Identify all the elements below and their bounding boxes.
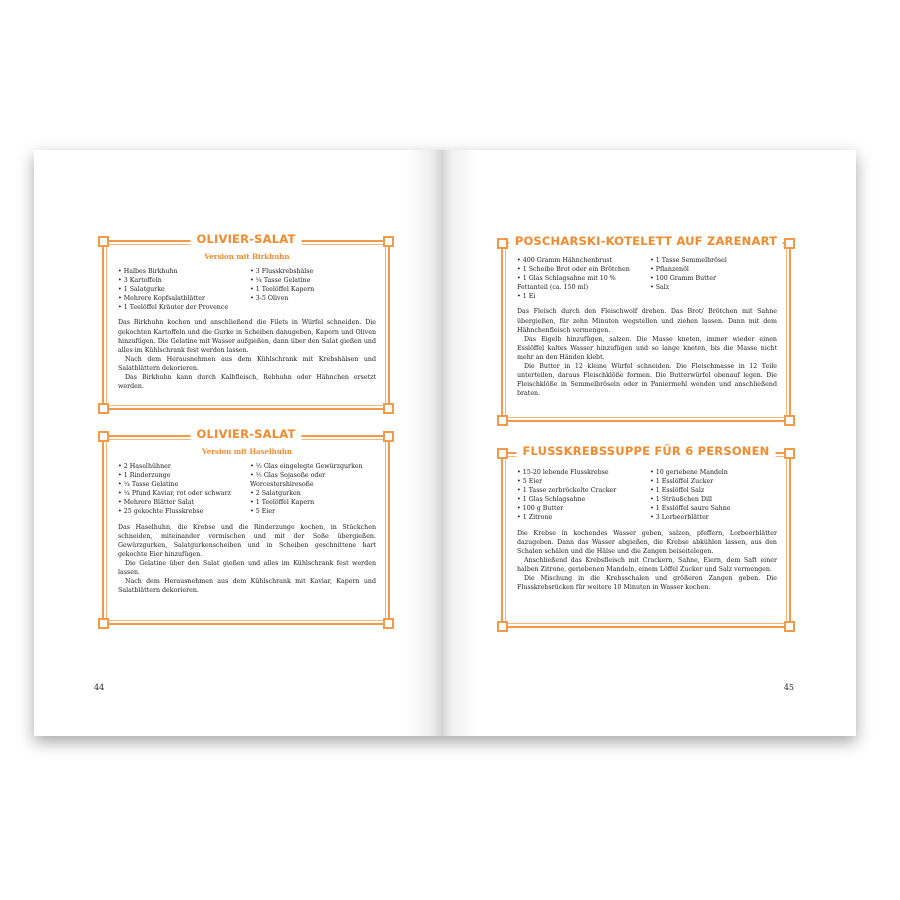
instruction-paragraph: Die Krebse in kochendes Wasser geben, salzen, pfeffern, Lorbeerblätter dazugeben. Dann das Wasser abgießen, die Krebse abkühlen lassen, aus den Schalen schälen und die Hälse und die Zangen beiseitelegen. <box>517 529 777 555</box>
ingredient-item: • 1 Esslöffel Zucker <box>650 477 777 486</box>
ingredients-list <box>517 468 777 523</box>
ingredient-item: • ¼ Tasse Gelatine <box>250 276 376 285</box>
ingredient-item: • 1 Tasse Semmelbrösel <box>650 256 777 265</box>
ingredient-item: • ½ Glas Sojasoße oder Worcestershiresoße <box>250 471 376 489</box>
recipe-card-olivier-birkhuhn <box>102 232 390 410</box>
left-page <box>34 150 441 736</box>
recipe-title: FLUSSKREBSSUPPE FÜR 6 PERSONEN <box>516 444 775 458</box>
ingredient-item: • 15-20 lebende Flusskrebse <box>517 468 644 477</box>
ingredient-item: • 25 gekochte Flusskrebse <box>118 507 244 516</box>
page-number: 44 <box>94 683 105 692</box>
recipe-instructions <box>517 307 777 398</box>
ingredient-item: • Mehrere Kopfsalatblätter <box>118 294 244 303</box>
ingredient-item: • 1 Tasse zerbröckelte Cracker <box>517 486 644 495</box>
recipe-card-poscharski-kotelett <box>501 234 791 422</box>
ingredient-item: • 10 geriebene Mandeln <box>650 468 777 477</box>
ingredient-item: • Halbes Birkhuhn <box>118 267 244 276</box>
ingredient-item: • ¼ Tasse Gelatine <box>118 480 244 489</box>
ingredient-item: • 1 Scheibe Brot oder ein Brötchen <box>517 265 644 274</box>
recipe-instructions <box>118 318 376 391</box>
ingredient-item: • 1 Salatgurke <box>118 285 244 294</box>
ingredient-item: • 1 Esslöffel saure Sahne <box>650 504 777 513</box>
open-book <box>34 150 856 736</box>
recipe-subtitle: Version mit Birkhuhn <box>204 252 290 261</box>
ingredient-item: • 5 Eier <box>517 477 644 486</box>
ingredient-item: • Salz <box>650 283 777 292</box>
instruction-paragraph: Das Birkhuhn kann durch Kalbfleisch, Rebhuhn oder Hähnchen ersetzt werden. <box>118 374 376 391</box>
ingredient-item: • Pflanzenöl <box>650 265 777 274</box>
ingredient-item: • 100 Gramm Butter <box>650 274 777 283</box>
instruction-paragraph: Nach dem Herausnehmen aus dem Kühlschrank mit Kaviar, Kapern und Salatblättern dekorieren. <box>118 578 376 595</box>
ingredient-item: • 2 Salatgurken <box>250 489 376 498</box>
ingredient-item: • 3-5 Oliven <box>250 294 376 303</box>
recipe-card-olivier-haselhuhn <box>102 427 390 625</box>
recipe-title: POSCHARSKI-KOTELETT AUF ZARENART <box>509 234 783 248</box>
ingredient-item: • 3 Lorbeerblätter <box>650 513 777 522</box>
ingredient-item: • 1 Teelöffel Kapern <box>250 285 376 294</box>
recipe-card-flusskrebssuppe <box>501 444 791 628</box>
instruction-paragraph: Die Butter in 12 kleine Würfel schneiden. Die Fleischmasse in 12 Teile unterteilen, daraus Fleischklöße formen. Die Butterwürfel obenauf legen. Die Fleischklöße in Semmelbröseln oder in Paniermehl wenden und anschließend braten. <box>517 363 777 398</box>
ingredients-list <box>118 462 376 517</box>
recipe-instructions <box>517 529 777 593</box>
ingredient-item: • 100 g Butter <box>517 504 644 513</box>
recipe-title: OLIVIER-SALAT <box>190 232 301 246</box>
ingredients-list <box>517 256 777 301</box>
ingredient-item: • Mehrere Blätter Salat <box>118 498 244 507</box>
instruction-paragraph: Nach dem Herausnehmen aus dem Kühlschrank mit Krebshälsen und Salatblättern dekorieren. <box>118 355 376 372</box>
ingredient-item: • 1 Esslöffel Salz <box>650 486 777 495</box>
instruction-paragraph: Das Eigelb hinzufügen, salzen. Die Masse kneten, immer wieder einen Esslöffel kaltes Wasser hinzufügen und so lange kneten, bis die Masse nicht mehr an den Händen klebt. <box>517 335 777 361</box>
ingredient-item: • 1 Glas Schlagsahne mit 10 % Fettanteil (ca. 150 ml) <box>517 274 644 292</box>
instruction-paragraph: Anschließend das Krebsfleisch mit Crackern, Sahne, Eiern, dem Saft einer halben Zitrone, geriebenen Mandeln, einem Löffel Zucker und Salz vermengen. <box>517 556 777 573</box>
instruction-paragraph: Das Birkhuhn kochen und anschließend die Filets in Würfel schneiden. Die gekochten Kartoffeln und die Gurke in Scheiben danugeben, Kapern und Oliven hinzufügen. Die Gelatine mit Wasser aufgießen, dann über den Salat gießen und alles im Kühlschrank fest werden lassen. <box>118 319 376 354</box>
ingredient-item: • 1 Teelöffel Kräuter der Provence <box>118 303 244 312</box>
ingredient-item: • 1 Ei <box>517 292 644 301</box>
instruction-paragraph: Die Gelatine über den Salat gießen und alles im Kühlschrank fest werden lassen. <box>118 559 376 577</box>
page-number: 45 <box>783 683 794 692</box>
recipe-instructions <box>118 523 376 596</box>
ingredient-item: • ¼ Pfund Kaviar, rot oder schwarz <box>118 489 244 498</box>
recipe-title: OLIVIER-SALAT <box>190 427 301 441</box>
ingredient-item: • 5 Eier <box>250 507 376 516</box>
ingredient-item: • 1 Teelöffel Kapern <box>250 498 376 507</box>
instruction-paragraph: Das Fleisch durch den Fleischwolf drehen. Das Brot/ Brötchen mit Sahne übergießen, für zehn Minuten wegstellen und ziehen lassen. Dann mit dem Hähnchenfleisch vermengen. <box>517 308 777 334</box>
instruction-paragraph: Die Mischung in die Krebsschalen und größeren Zangen geben. Die Flusskrebsrücken für weitere 10 Minuten in Wasser kochen. <box>517 575 777 592</box>
recipe-subtitle: Version mit Haselhuhn <box>201 447 293 456</box>
ingredient-item: • 1 Sträußchen Dill <box>650 495 777 504</box>
ingredient-item: • ½ Glas eingelegte Gewürzgurken <box>250 462 376 471</box>
ingredients-list <box>118 267 376 312</box>
ingredient-item: • 1 Zitrone <box>517 513 644 522</box>
instruction-paragraph: Das Haselhuhn, die Krebse und die Rinderzunge kochen, in Stückchen schneiden, miteinander vermischen und mit der Soße übergießen. Gewürzgurken, Salatgurkenscheiben und in Scheiben geschnittene hart gekochte Eier hinzufügen. <box>118 523 376 558</box>
ingredient-item: • 400 Gramm Hähnchenbrust <box>517 256 644 265</box>
ingredient-item: • 1 Rinderzunge <box>118 471 244 480</box>
ingredient-item: • 1 Glas Schlagsahne <box>517 495 644 504</box>
right-page <box>441 150 856 736</box>
ingredient-item: • 3 Kartoffeln <box>118 276 244 285</box>
ingredient-item: • 3 Flusskrebshälse <box>250 267 376 276</box>
ingredient-item: • 2 Haselhühner <box>118 462 244 471</box>
